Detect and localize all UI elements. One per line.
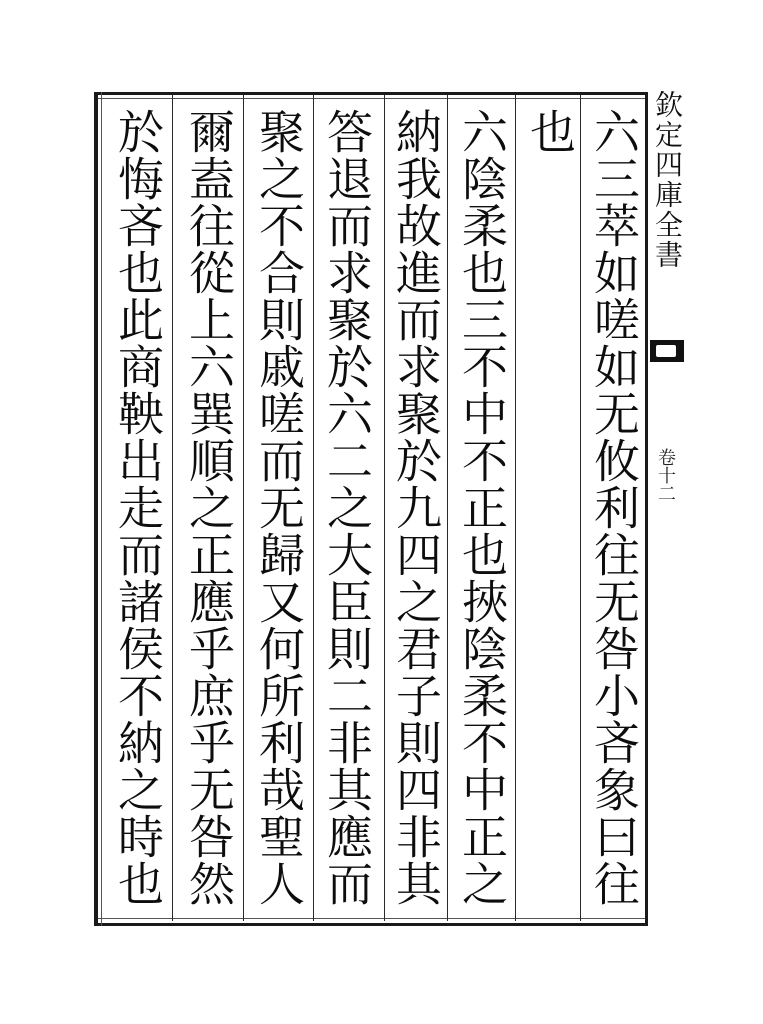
frame-bottom-border xyxy=(94,923,647,926)
book-title: 欽定四庫全書 xyxy=(651,90,684,270)
text-column-6: 聚之不合則戚嗟而无歸又何所利哉聖人 xyxy=(252,108,306,907)
column-rule xyxy=(515,95,516,921)
frame-top-inner-border xyxy=(94,98,647,99)
column-rule xyxy=(172,95,173,921)
column-rule xyxy=(447,95,448,921)
frame-left-border xyxy=(94,92,98,926)
fishtail-mark xyxy=(650,340,684,362)
column-rule xyxy=(580,95,581,921)
text-column-1: 六三萃如嗟如无攸利往无咎小吝象曰往 xyxy=(587,108,641,907)
frame-bottom-inner-border xyxy=(94,918,647,919)
column-rule xyxy=(384,95,385,921)
text-column-4: 納我故進而求聚於九四之君子則四非其 xyxy=(389,108,443,907)
text-column-3: 六陰柔也三不中不正也挾陰柔不中正之 xyxy=(455,108,509,907)
frame-top-border xyxy=(94,92,647,95)
column-rule xyxy=(313,95,314,921)
column-rule xyxy=(243,95,244,921)
volume-label: 卷十二 xyxy=(655,448,676,502)
text-column-7: 爾盍往從上六巽順之正應乎庶乎无咎然 xyxy=(182,108,236,907)
frame-left-inner-border xyxy=(101,92,102,926)
text-column-8: 於悔吝也此商鞅出走而諸侯不納之時也 xyxy=(111,108,165,907)
text-column-2: 也 xyxy=(523,108,577,155)
frame-right-border xyxy=(645,92,648,926)
text-column-5: 答退而求聚於六二之大臣則二非其應而 xyxy=(320,108,374,907)
